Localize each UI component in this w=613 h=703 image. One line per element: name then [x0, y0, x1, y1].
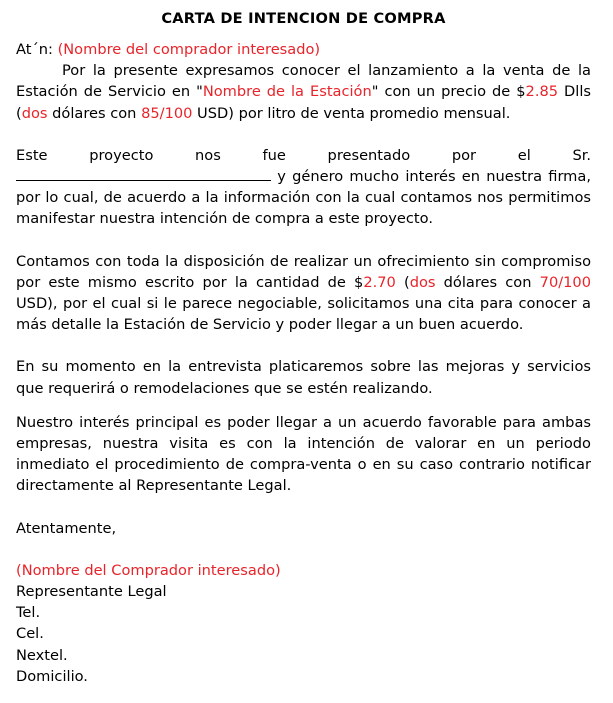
- offer-price: 2.70: [363, 273, 396, 291]
- text-segment: Contamos con toda la disposición de realizar un ofrecimiento sin compromiso por este mismo escrito por la cantidad de $: [16, 252, 591, 291]
- paragraph-main-interest: Nuestro interés principal es poder llegar a un acuerdo favorable para ambas empresas, nuestra visita es con la intención de valorar en un periodo inmediato el procedimiento de compra-venta o en su caso contrario notificar directamente al Representante Legal.: [16, 413, 591, 495]
- text-segment: (: [395, 273, 410, 291]
- offer-price-words: dos: [409, 273, 436, 291]
- signature-block: [16, 560, 591, 687]
- paragraph-offer-intro: [16, 60, 591, 124]
- text-segment: y género mucho interés en nuestra firma, por lo cual, de acuerdo a la información con la cual contamos nos permitimos manifestar nuestra intención de compra a este proyecto.: [16, 168, 591, 228]
- text-segment: Dlls (: [16, 83, 591, 122]
- attention-label: At´n:: [16, 41, 53, 58]
- asking-price-words: dos: [21, 104, 48, 122]
- signer-cel: Cel.: [16, 625, 44, 643]
- offer-price-cents: 70/100: [539, 273, 591, 291]
- closing-salutation: Atentamente,: [16, 519, 117, 537]
- text-segment: Por la presente expresamos conocer el lanzamiento a la venta de la Estación de Servicio en ": [16, 62, 591, 101]
- asking-price: 2.85: [525, 83, 559, 101]
- station-name-placeholder: Nombre de la Estación: [202, 83, 372, 101]
- text-segment: dólares con: [47, 104, 142, 122]
- presenter-name-blank-line: [16, 179, 271, 181]
- text-segment: dólares con: [435, 273, 540, 291]
- buyer-name-placeholder: (Nombre del comprador interesado): [57, 41, 321, 58]
- paragraph-counter-offer: [16, 251, 591, 336]
- asking-price-cents: 85/100: [141, 104, 193, 122]
- paragraph-presenter: [16, 145, 591, 230]
- signer-nextel: Nextel.: [16, 646, 68, 664]
- signer-address: Domicilio.: [16, 667, 88, 685]
- text-segment: Este proyecto nos fue presentado por el Sr.: [16, 146, 591, 164]
- signer-role: Representante Legal: [16, 583, 167, 601]
- letter-title: CARTA DE INTENCION DE COMPRA: [161, 10, 446, 27]
- paragraph-interview: En su momento en la entrevista platicaremos sobre las mejoras y servicios que requerirá o remodelaciones que se estén realizando.: [16, 358, 591, 397]
- attention-line: [16, 39, 591, 60]
- signer-tel: Tel.: [16, 604, 41, 622]
- text-segment: USD) por litro de venta promedio mensual.: [192, 104, 511, 122]
- text-segment: USD), por el cual si le parece negociable, solicitamos una cita para conocer a más detalle la Estación de Servicio y poder llegar a un buen acuerdo.: [16, 295, 591, 334]
- letter-page: [16, 8, 591, 687]
- text-segment: " con un precio de $: [371, 83, 526, 101]
- signer-name-placeholder: (Nombre del Comprador interesado): [16, 561, 281, 579]
